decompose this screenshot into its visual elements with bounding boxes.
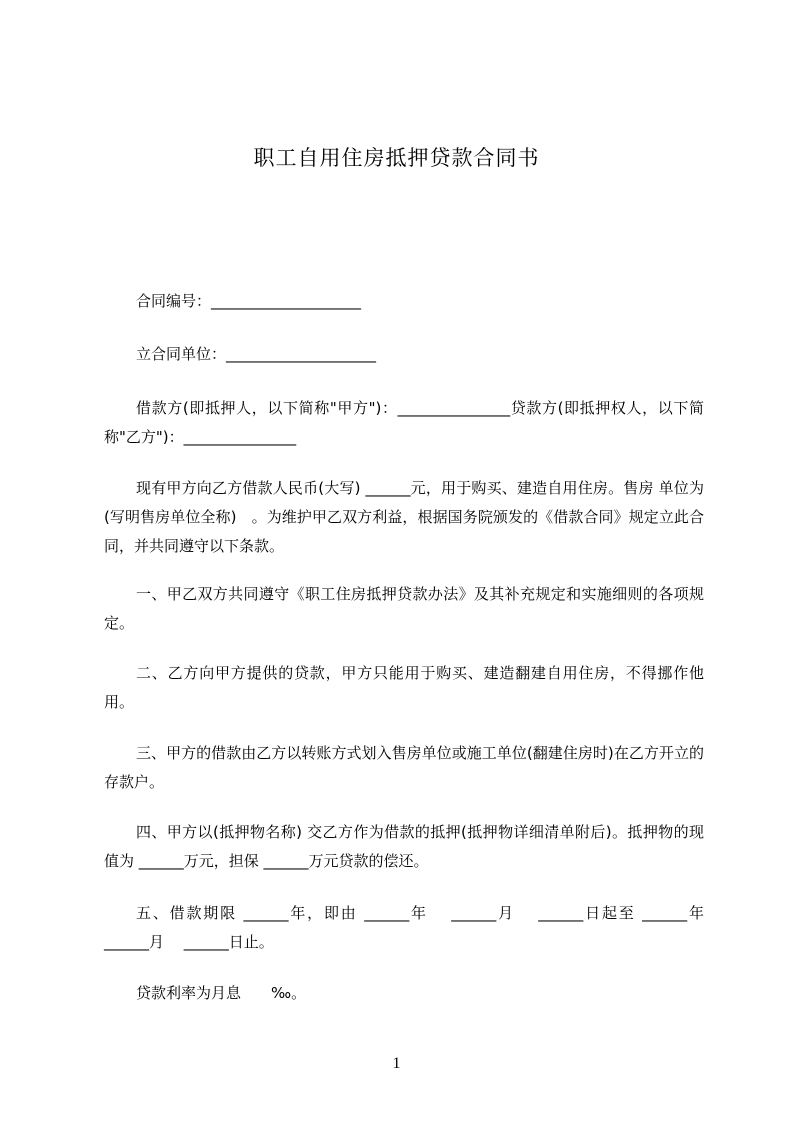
loan-purpose-paragraph: 现有甲方向乙方借款人民币(大写) ______元，用于购买、建造自用住房。售房 单位为(写明售房单位全称) 。为维护甲乙双方利益，根据国务院颁发的《借款合同》规定立此合同，并共同遵守以下条款。	[104, 479, 704, 555]
clause-1: 一、甲乙双方共同遵守《职工住房抵押贷款办法》及其补充规定和实施细则的各项规定。	[104, 585, 704, 632]
page-number: 1	[392, 1055, 401, 1072]
clause-2: 二、乙方向甲方提供的贷款，甲方只能用于购买、建造翻建自用住房，不得挪作他用。	[104, 664, 704, 711]
contract-number-line: 合同编号：____________________	[136, 292, 362, 310]
borrower-lender-paragraph: 借款方(即抵押人，以下简称"甲方")：_______________贷款方(即抵押权人，以下简称"乙方")：_______________	[104, 399, 704, 446]
clause-3: 三、甲方的借款由乙方以转账方式划入售房单位或施工单位(翻建住房时)在乙方开立的存款户。	[104, 744, 704, 791]
interest-rate-line: 贷款利率为月息 ‰。	[136, 984, 307, 1002]
clause-4: 四、甲方以(抵押物名称) 交乙方作为借款的抵押(抵押物详细清单附后)。抵押物的现值为 ______万元，担保 ______万元贷款的偿还。	[104, 823, 704, 870]
contracting-party-line: 立合同单位：____________________	[136, 345, 377, 363]
clause-5: 五、借款期限 ______年，即由 ______年 ______月 ______日起至 ______年 ______月 ______日止。	[104, 904, 724, 951]
document-title: 职工自用住房抵押贷款合同书	[253, 146, 540, 170]
